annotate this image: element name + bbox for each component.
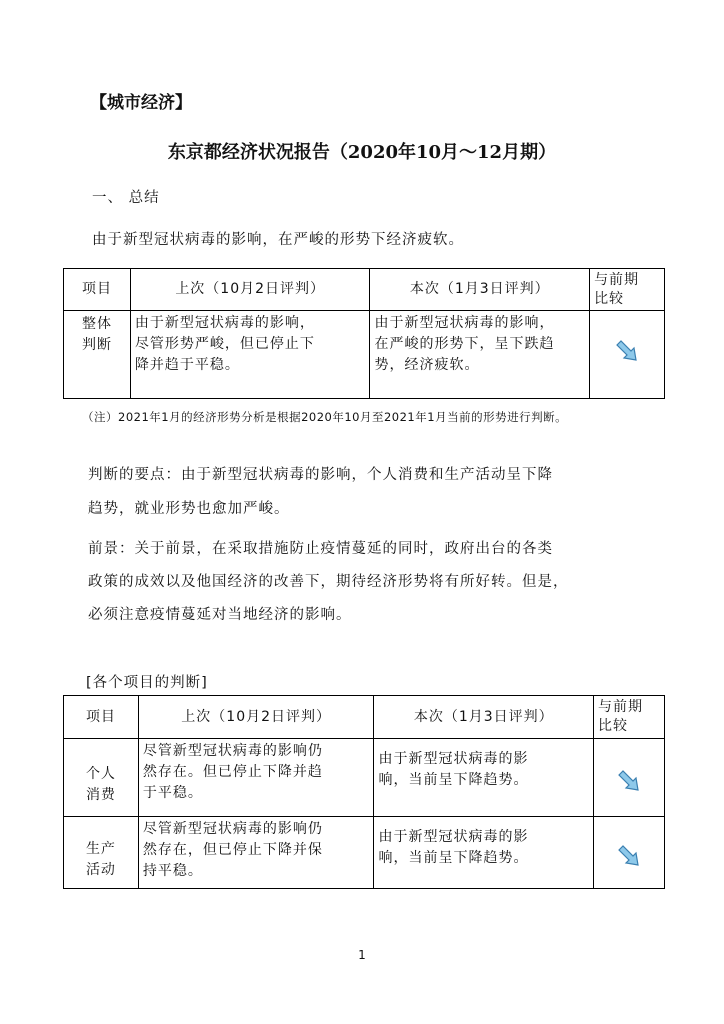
- text-line: 持平稳。: [142, 863, 203, 879]
- header-current: 本次（1月3日评判）: [374, 696, 594, 739]
- text-line: 响，当前呈下降趋势。: [378, 772, 529, 788]
- outlook-line: 政策的成效以及他国经济的改善下，期待经济形势将有所好转。但是，: [88, 574, 569, 590]
- text-line: 由于新型冠状病毒的影响，: [374, 315, 555, 331]
- judgment-points-line: 判断的要点：由于新型冠状病毒的影响，个人消费和生产活动呈下降: [88, 467, 553, 483]
- text-line: 尽管新型冠状病毒的影响仍: [142, 821, 323, 837]
- row-item: [64, 311, 131, 399]
- row-item-line: 判断: [81, 337, 112, 353]
- row-item: [64, 739, 139, 817]
- table-row: [64, 817, 665, 889]
- row-item-line: 消费: [85, 786, 116, 803]
- table-row: [64, 311, 665, 399]
- header-item: 项目: [64, 696, 139, 739]
- row-item-line: 个人: [85, 765, 116, 782]
- outlook-line: 前景：关于前景，在采取措施防止疫情蔓延的同时，政府出台的各类: [88, 541, 553, 557]
- row-compare: [594, 817, 665, 889]
- header-compare: 与前期 比较: [594, 696, 665, 739]
- text-line: 响，当前呈下降趋势。: [378, 850, 529, 866]
- summary-heading: 一、 总结: [92, 190, 160, 206]
- judgment-points-line: 趋势，就业形势也愈加严峻。: [88, 501, 290, 517]
- text-line: 由于新型冠状病毒的影: [378, 829, 529, 845]
- table-row: [64, 739, 665, 817]
- row-compare: [594, 739, 665, 817]
- down-right-arrow-icon: [614, 338, 640, 364]
- row-previous: [138, 739, 374, 817]
- text-line: 然存在，但已停止下降并保: [142, 842, 323, 858]
- text-line: 然存在。但已停止下降并趋: [142, 764, 323, 780]
- row-compare: [590, 311, 665, 399]
- text-line: 势，经济疲软。: [374, 357, 480, 373]
- header-compare: 与前期 比较: [590, 269, 665, 311]
- text-line: 由于新型冠状病毒的影响，: [134, 315, 315, 331]
- header-item: 项目: [64, 269, 131, 311]
- text-line: 尽管新型冠状病毒的影响仍: [142, 743, 323, 759]
- text-line: 由于新型冠状病毒的影: [378, 751, 529, 767]
- row-current: [374, 817, 594, 889]
- row-item: [64, 817, 139, 889]
- header-previous: 上次（10月2日评判）: [138, 696, 374, 739]
- note-text: （注）2021年1月的经济形势分析是根据2020年10月至2021年1月当前的形势进行判断。: [82, 410, 568, 424]
- outlook-line: 必须注意疫情蔓延对当地经济的影响。: [88, 607, 352, 623]
- row-current: [374, 739, 594, 817]
- items-heading: [各个项目的判断]: [86, 675, 208, 691]
- header-previous: 上次（10月2日评判）: [130, 269, 370, 311]
- row-current: [370, 311, 590, 399]
- down-right-arrow-icon: [616, 843, 642, 869]
- summary-text: 由于新型冠状病毒的影响，在严峻的形势下经济疲软。: [92, 232, 464, 248]
- row-item-line: 活动: [85, 861, 116, 878]
- page-title: 东京都经济状况报告（2020年10月～12月期）: [167, 142, 557, 163]
- text-line: 在严峻的形势下，呈下跌趋: [374, 336, 555, 352]
- text-line: 于平稳。: [142, 785, 203, 801]
- overall-judgment-table: [63, 268, 665, 399]
- row-previous: [130, 311, 370, 399]
- row-item-line: 整体: [81, 316, 112, 332]
- text-line: 降并趋于平稳。: [134, 357, 240, 373]
- text-line: 尽管形势严峻，但已停止下: [134, 336, 315, 352]
- header-current: 本次（1月3日评判）: [370, 269, 590, 311]
- page-number: 1: [358, 948, 366, 962]
- items-judgment-table: [63, 695, 665, 889]
- section-tag: 【城市经济】: [90, 93, 192, 113]
- down-right-arrow-icon: [616, 768, 642, 794]
- row-previous: [138, 817, 374, 889]
- row-item-line: 生产: [85, 840, 116, 857]
